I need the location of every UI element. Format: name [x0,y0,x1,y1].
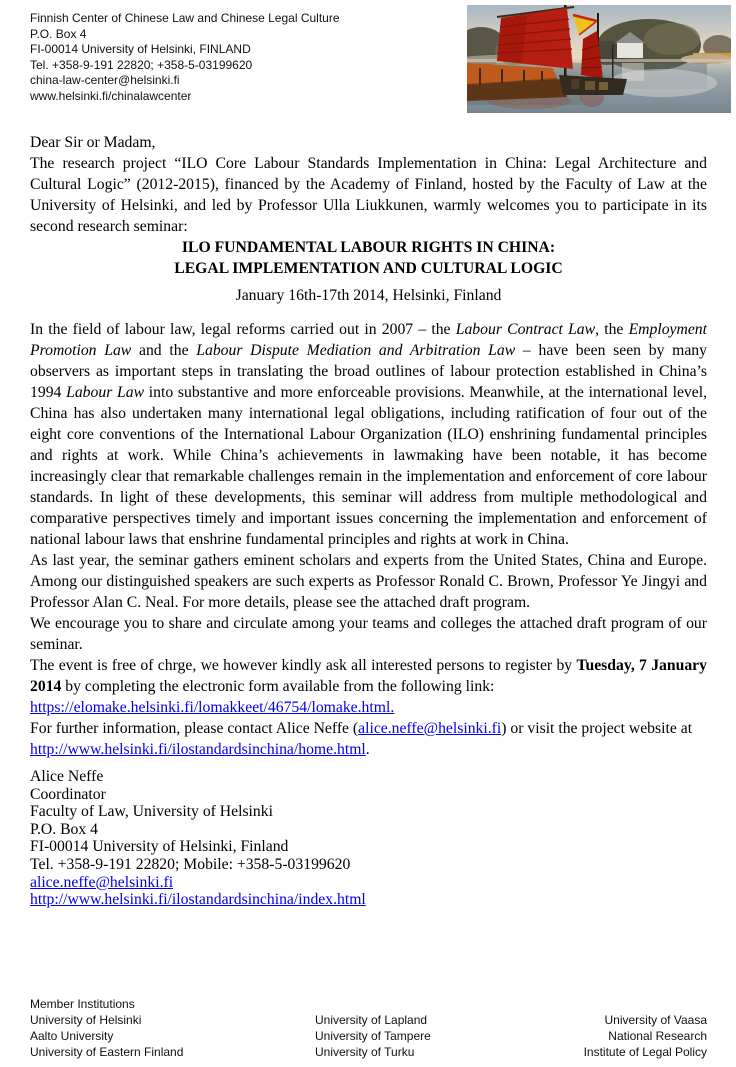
signature-role: Coordinator [30,785,106,803]
org-pobox: P.O. Box 4 [30,26,87,41]
seminar-title-line1: ILO FUNDAMENTAL LABOUR RIGHTS IN CHINA: [181,239,556,256]
footer-item: University of Eastern Finland [30,1045,184,1059]
intro-paragraph: The research project “ILO Core Labour Standards Implementation in China: Legal Architecture and Cultural Logic” (2012-2015), financed by the Academy of Finland, hosted by the Faculty of Law at the University of Helsinki, and led by Professor Ulla Liukkunen, warmly welcomes you to participate in its second research seminar: [30,155,707,235]
text-segment: Tuesday, 7 January 2014 [30,657,707,695]
footer-item: University of Helsinki [30,1013,142,1027]
speakers-paragraph: As last year, the seminar gathers eminent scholars and experts from the United States, China and Europe. Among our distinguished speakers are such experts as Professor Ronald C. Brown, Professor Ye Jingyi and Professor Alan C. Neal. For more details, please see the attached draft program. [30,552,707,611]
footer-item: Institute of Legal Policy [583,1045,707,1059]
signature-block [30,768,707,909]
text-segment: Employment Promotion Law [30,321,707,359]
text-segment: Labour Contract Law [455,321,596,338]
footer-item: Aalto University [30,1029,114,1043]
org-email: china-law-center@helsinki.fi [30,73,180,87]
share-paragraph: We encourage you to share and circulate among your teams and colleges the attached draft program of our seminar. [30,615,707,653]
footer-item: National Research [608,1029,707,1043]
letter-body [30,132,707,909]
footer-item: University of Tampere [315,1029,431,1043]
footer-columns [30,1012,707,1060]
org-website: www.helsinki.fi/chinalawcenter [30,88,192,103]
text-segment: , the [595,321,629,338]
org-address: FI-00014 University of Helsinki, FINLAND [30,42,251,56]
signature-faculty: Faculty of Law, University of Helsinki [30,803,273,821]
org-phone: Tel. +358-9-191 22820; +358-5-03199620 [30,57,253,72]
member-institutions-footer [30,996,707,1060]
seminar-title-line2: LEGAL IMPLEMENTATION AND CULTURAL LOGIC [174,260,563,277]
text-segment: In the field of labour law, legal reforms carried out in 2007 – the [30,321,456,338]
signature-name: Alice Neffe [30,768,104,785]
inline-link[interactable]: http://www.helsinki.fi/ilostandardsinchina/home.html [30,741,366,758]
signature-web-link[interactable]: http://www.helsinki.fi/ilostandardsinchina/index.html [30,891,366,909]
junk-boat-photo [467,5,731,113]
footer-col3 [527,1012,707,1060]
contact-paragraph [30,718,707,760]
seminar-date: January 16th-17th 2014, Helsinki, Finland [235,287,502,304]
body-paragraph [30,319,707,550]
text-segment: ) or visit the project website at [501,720,693,737]
text-segment: For further information, please contact Alice Neffe ( [30,720,359,737]
salutation: Dear Sir or Madam, [30,134,156,151]
footer-col2 [315,1012,527,1060]
signature-address: FI-00014 University of Helsinki, Finland [30,838,289,856]
text-segment: – have been seen by many observers as important steps in translating the broad outlines of labour protection established in China’s 1994 [30,342,707,401]
signature-phone: Tel. +358-9-191 22820; Mobile: +358-5-03199620 [30,855,351,873]
register-paragraph [30,655,707,697]
footer-heading: Member Institutions [30,997,135,1011]
footer-col1 [30,1012,315,1060]
text-segment: by completing the electronic form available from the following link: [61,678,495,695]
letterhead [30,11,340,104]
text-segment: Labour Law [66,384,145,401]
org-name: Finnish Center of Chinese Law and Chinese Legal Culture [30,11,340,25]
footer-item: University of Turku [315,1045,415,1059]
text-segment: and the [131,342,197,359]
text-segment: into substantive and more enforceable provisions. Meanwhile, at the international level, China has also undertaken many international legal obligations, including ratification of four out of the eight core conventions of the International Labour Organization (ILO) enshrining fundamental principles and rights at work. While China’s achievements in lawmaking have been notable, it has become increasingly clear that remarkable challenges remain in the implementation and enforcement of core labour standards. In light of these developments, this seminar will address from multiple methodological and comparative perspectives timely and important issues concerning the implementation and enforcement of national labour laws that enshrine fundamental principles and rights at work in China. [30,384,707,548]
signature-pobox: P.O. Box 4 [30,820,98,838]
seminar-title [30,237,707,279]
registration-link-line [30,697,707,718]
text-segment: Labour Dispute Mediation and Arbitration Law [196,342,516,359]
footer-item: University of Vaasa [604,1013,707,1027]
text-segment: . [365,741,370,758]
registration-link[interactable]: https://elomake.helsinki.fi/lomakkeet/46754/lomake.html. [30,699,395,716]
signature-email-link[interactable]: alice.neffe@helsinki.fi [30,873,174,891]
footer-item: University of Lapland [315,1013,428,1027]
inline-link[interactable]: alice.neffe@helsinki.fi [358,720,502,737]
text-segment: The event is free of chrge, we however kindly ask all interested persons to register by [30,657,577,674]
